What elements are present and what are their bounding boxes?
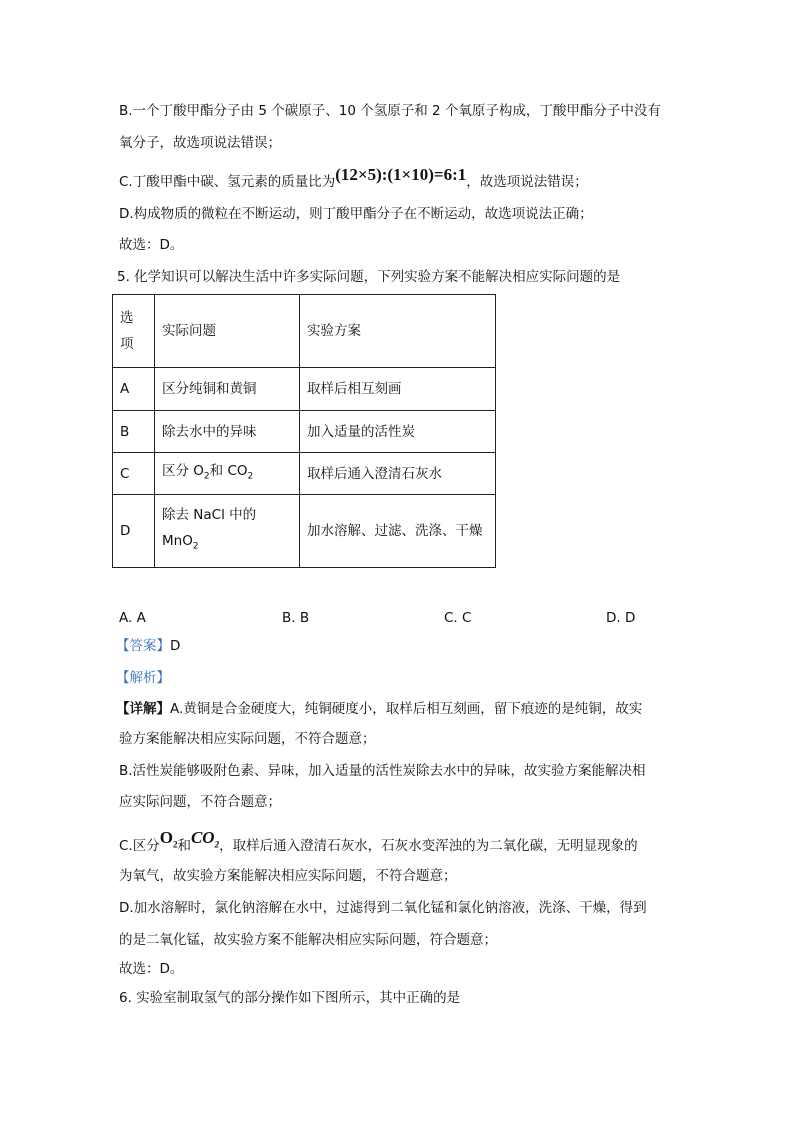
prev-c-line [119,165,588,191]
analysis-label: 【解析】 [116,670,170,686]
header-problem: 实际问题 [155,295,300,368]
row-plan: 取样后通入澄清石灰水 [300,453,496,495]
detail-a-line2: 验方案能解决相应实际问题，不符合题意； [119,731,376,747]
mass-ratio-formula: (12×5):(1×10)=6:1 [335,165,467,184]
co2-formula: $CO_2$ [190,828,220,850]
detail-choice: 故选：D。 [119,961,184,977]
table-row [113,411,496,453]
row-plan: 加水溶解、过滤、洗涤、干燥 [300,495,496,568]
table-header-row [113,295,496,368]
q5-stem: 5. 化学知识可以解决生活中许多实际问题，下列实验方案不能解决相应实际问题的是 [117,269,621,285]
prev-d-line: D.构成物质的微粒在不断运动，则丁酸甲酯分子在不断运动，故选项说法正确； [119,206,593,222]
table-row [113,368,496,411]
row-option: B [113,411,155,453]
row-problem: 区分 $O_2$和 $CO_2$ [155,453,300,495]
prev-b-line2: 氧分子，故选项说法错误； [119,135,281,151]
row-option: A [113,368,155,411]
option-d: D. D [606,610,636,626]
header-option: 选 项 [113,295,155,368]
row-option: C [113,453,155,495]
row-plan: 加入适量的活性炭 [300,411,496,453]
row-option: D [113,495,155,568]
detail-b-line2: 应实际问题，不符合题意； [119,794,281,810]
table-row [113,453,496,495]
row-plan: 取样后相互刻画 [300,368,496,411]
answer-value: D [170,638,181,654]
o2-formula: $O_2$ [159,828,178,850]
row-problem: 区分纯铜和黄铜 [155,368,300,411]
answer-label: 【答案】 [116,638,170,654]
detail-label: 【详解】 [116,701,170,717]
option-b: B. B [282,610,310,626]
detail-c-line2: 为氧气，故实验方案能解决相应实际问题，不符合题意； [119,868,457,884]
q5-table [112,294,496,568]
answer-line [116,637,180,655]
detail-c-line1: C.区分$O_2$和$CO_2$，取样后通入澄清石灰水，石灰水变浑浊的为二氧化碳，无明显现象的 [119,828,638,854]
detail-b-line1: B.活性炭能够吸附色素、异味，加入适量的活性炭除去水中的异味，故实验方案能解决相 [119,763,646,779]
detail-d-line1: D.加水溶解时，氯化钠溶解在水中，过滤得到二氧化锰和氯化钠溶液，洗涤、干燥，得到 [119,900,647,916]
detail-d-line2: 的是二氧化锰，故实验方案不能解决相应实际问题，符合题意； [119,932,497,948]
table-row [113,495,496,568]
row-problem: 除去水中的异味 [155,411,300,453]
prev-choice: 故选：D。 [119,237,184,253]
option-c: C. C [444,610,472,626]
prev-c-suffix: ，故选项说法错误； [466,174,588,190]
prev-b-line1: B.一个丁酸甲酯分子由 5 个碳原子、10 个氢原子和 2 个氧原子构成，丁酸甲酯分子中没有 [119,103,661,119]
q6-stem: 6. 实验室制取氢气的部分操作如下图所示，其中正确的是 [119,990,461,1006]
row-problem: 除去 NaCl 中的 MnO$_2$ [155,495,300,568]
prev-c-prefix: C.丁酸甲酯中碳、氢元素的质量比为 [119,174,336,190]
header-plan: 实验方案 [300,295,496,368]
detail-a-line1: 【详解】A.黄铜是合金硬度大，纯铜硬度小，取样后相互刻画，留下痕迹的是纯铜，故实 [116,701,643,717]
option-a: A. A [119,610,146,626]
